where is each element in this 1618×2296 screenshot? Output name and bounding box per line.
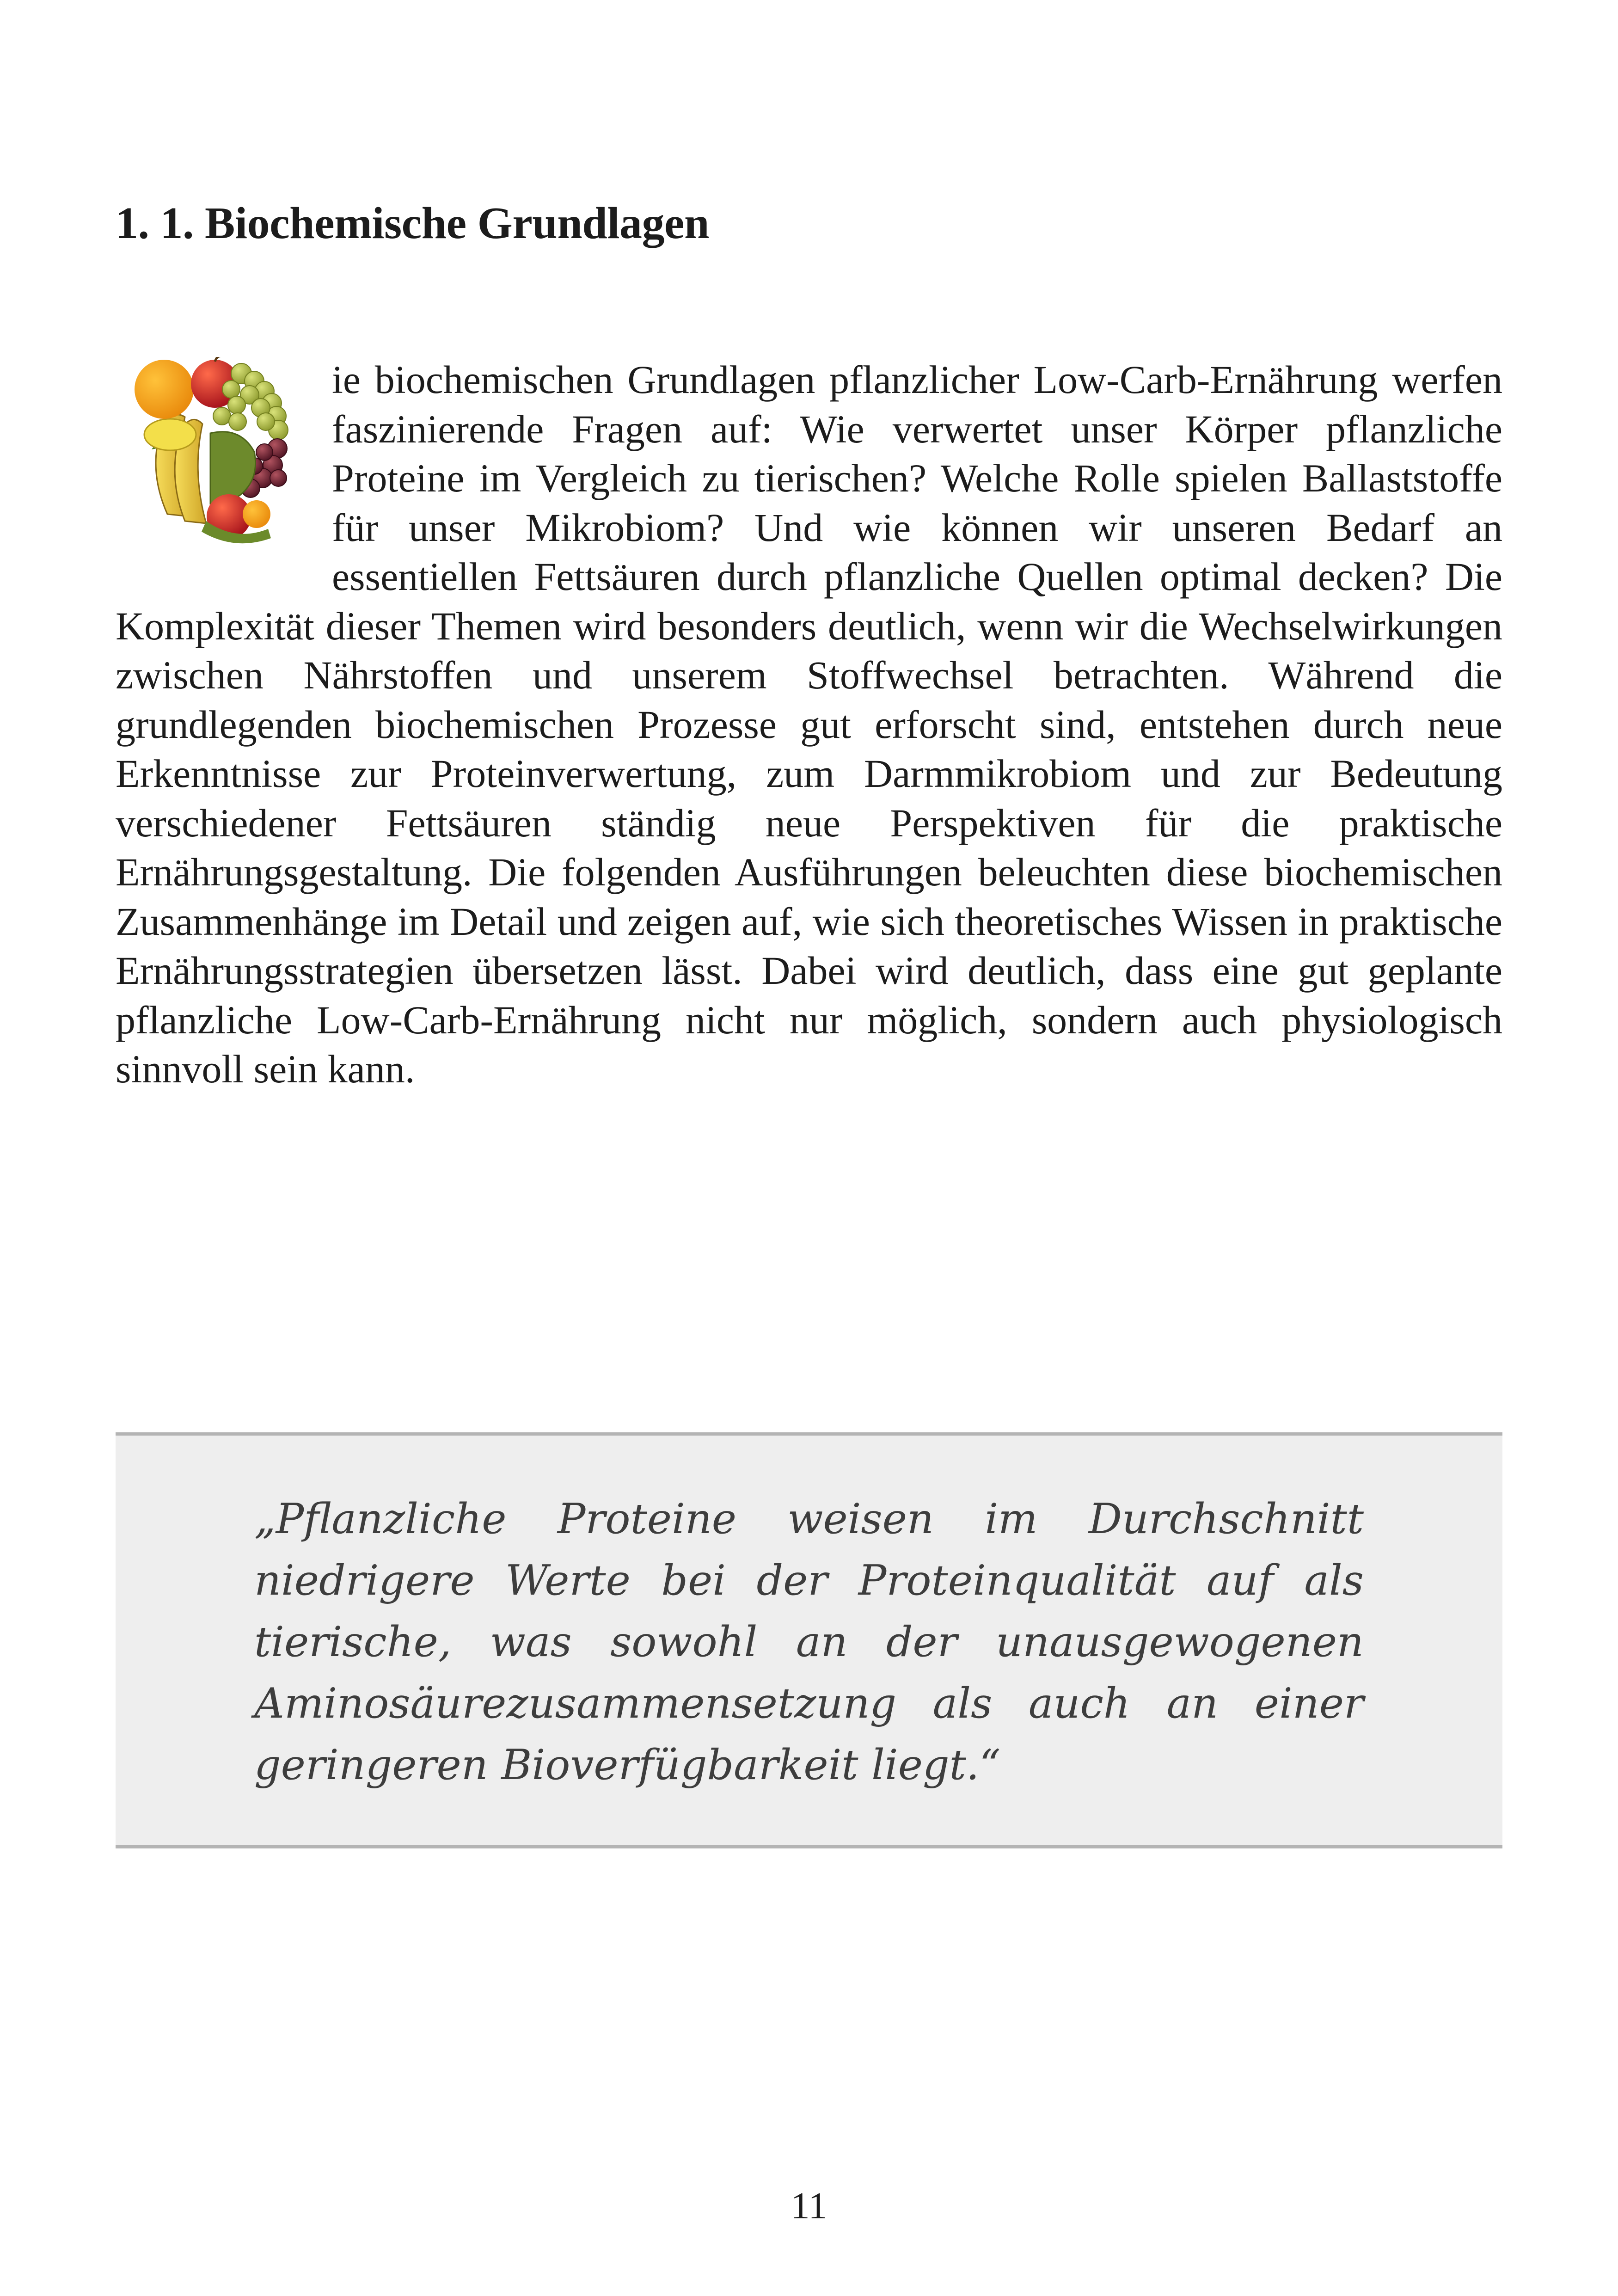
body-text: ie biochemischen Grundlagen pflanzlicher Low-Carb-Ernährung werfen faszinierende Fragen auf: Wie verwertet unser Körper pflanzliche Proteine im Vergleich zu tierischen? Welche Rolle spielen Ballaststoffe für unser Mikrobiom? Und wie können wir unseren Bedarf an essentiellen Fettsäuren durch pflanzliche Quellen optimal decken? Die Komplexität dieser Themen wird besonders deutlich, wenn wir die Wechselwirkungen zwischen Nährstoffen und unserem Stoffwechsel betrachten. Während die grundlegenden biochemischen Prozesse gut erforscht sind, entstehen durch neue Erkenntnisse zur Proteinverwertung, zum Darmmikrobiom und zur Bedeutung verschiedener Fettsäuren ständig neue Perspektiven für die praktische Ernährungsgestaltung. Die folgenden Ausführungen beleuchten diese biochemischen Zusammenhänge im Detail und zeigen auf, wie sich theoretisches Wissen in praktische Ernährungsstrategien übersetzen lässt. Dabei wird deutlich, dass eine gut geplante pflanzliche Low-Carb-Ernährung nicht nur möglich, sondern auch physiologisch sinnvoll sein kann. xyxy=(116,357,1502,1091)
section-heading: 1. 1. Biochemische Grundlagen xyxy=(116,198,710,248)
quote-text: „Pflanzliche Proteine weisen im Durchschnitt niedrigere Werte bei der Proteinqualität auf als tierische, was sowohl an der unausgewogenen Aminosäurezusammensetzung als auch an einer geringeren Bioverfügbarkeit liegt.“ xyxy=(254,1495,1364,1789)
body-paragraph xyxy=(116,355,1502,1094)
quote-box xyxy=(116,1432,1502,1848)
page-number: 11 xyxy=(791,2185,827,2227)
fruit-letter-d-icon xyxy=(116,357,318,555)
